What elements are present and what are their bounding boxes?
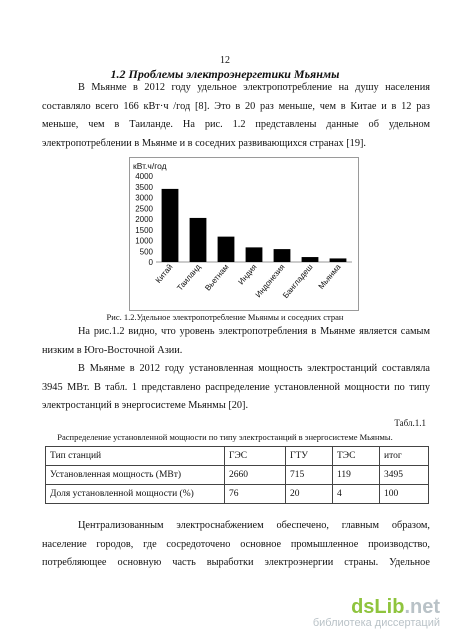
paragraph-intro: [42, 79, 430, 153]
table-header-cell: итог: [380, 447, 429, 466]
y-tick-label: 2500: [135, 204, 153, 214]
text-line: Централизованным электроснабжением обеспечено, главным образом,: [78, 520, 430, 531]
table-header-cell: ГЭС: [225, 447, 286, 466]
table-cell: 3495: [380, 466, 429, 485]
table-title: Распределение установленной мощности по типу электростанций в энергосистеме Мьянмы.: [57, 432, 393, 442]
table-cell: 20: [286, 485, 333, 504]
bar-3: [218, 237, 235, 262]
table-cell: Установленная мощность (МВт): [46, 466, 225, 485]
table-cell: Доля установленной мощности (%): [46, 485, 225, 504]
watermark-brand: [313, 596, 440, 619]
x-tick-label: Мьянма: [316, 262, 343, 291]
y-tick-label: 4000: [135, 172, 153, 181]
table-row: [46, 466, 429, 485]
table-header-row: [46, 447, 429, 466]
y-tick-label: 0: [148, 258, 153, 267]
table-header-cell: ГТУ: [286, 447, 333, 466]
text-line: потребляющее основную часть выработки электроэнергии страны. Удельное: [42, 557, 430, 569]
bar-4: [246, 247, 263, 262]
text-line: электропотреблении в Мьянме и в соседних развивающихся странах [19].: [42, 137, 366, 149]
y-axis-label: кВт.ч/год: [133, 161, 167, 171]
table-number: Табл.1.1: [394, 418, 426, 428]
text-line: электростанций в энергосистеме Мьянмы [20].: [42, 400, 249, 412]
text-line: В Мьянме в 2012 году удельное электропотребление на душу населения: [78, 82, 430, 93]
x-tick-label: Бангладеш: [280, 262, 315, 301]
bar-5: [274, 249, 291, 262]
y-tick-label: 1500: [135, 225, 153, 235]
watermark-brand-name: dsLib: [351, 596, 405, 618]
table-cell: 100: [380, 485, 429, 504]
bar-1: [162, 189, 179, 262]
table-cell: 119: [333, 466, 380, 485]
x-tick-label: Индия: [236, 262, 259, 287]
table-cell: 4: [333, 485, 380, 504]
text-line: меньше, чем в Таиланде. На рис. 1.2 представлены данные об удельном: [42, 119, 430, 131]
bar-7: [330, 258, 347, 262]
bar-chart: [129, 157, 359, 311]
text-line: низким в Юго-Восточной Азии.: [42, 344, 183, 356]
y-tick-label: 2000: [135, 215, 153, 224]
figure-caption: Рис. 1.2.Удельное электропотребление Мьянмы и соседних стран: [106, 312, 344, 322]
table-cell: 76: [225, 485, 286, 504]
text-line: население городов, где сосредоточено основное промышленное производство,: [42, 538, 430, 550]
y-tick-label: 3500: [135, 182, 153, 192]
y-tick-label: 500: [139, 247, 153, 257]
watermark-subtitle: библиотека диссертаций: [312, 617, 440, 629]
section-heading: 1.2 Проблемы электроэнергетики Мьянмы: [110, 67, 340, 81]
x-tick-label: Вьетнам: [203, 262, 231, 293]
paragraph-capacity: [42, 360, 430, 416]
x-tick-label: Индонезия: [253, 262, 287, 300]
site-watermark: [313, 596, 440, 629]
bar-6: [302, 257, 319, 262]
capacity-table: [45, 446, 429, 504]
text-line: В Мьянме в 2012 году установленная мощность электростанций составляла: [78, 363, 430, 374]
table-cell: 2660: [225, 466, 286, 485]
text-line: 3945 МВт. В табл. 1 представлено распределение установленной мощности по типу: [42, 381, 430, 393]
paragraph-analysis: [42, 323, 430, 360]
x-tick-label: Таиланд: [175, 262, 203, 293]
text-line: На рис.1.2 видно, что уровень электропотребления в Мьянме является самым: [78, 326, 430, 337]
bar-chart-svg: [130, 158, 358, 310]
watermark-brand-tld: .net: [404, 596, 440, 618]
text-line: составляло всего 166 кВт·ч /год [8]. Это в 20 раз меньше, чем в Китае и в 12 раз: [42, 100, 430, 112]
bar-2: [190, 218, 207, 262]
table-row: [46, 485, 429, 504]
table-header-cell: ТЭС: [333, 447, 380, 466]
paragraph-supply: [42, 517, 430, 573]
y-tick-label: 3000: [135, 193, 153, 203]
table-header-cell: Тип станций: [46, 447, 225, 466]
page-number: 12: [220, 55, 230, 66]
y-tick-label: 1000: [135, 236, 153, 246]
table-cell: 715: [286, 466, 333, 485]
x-tick-label: Китай: [153, 262, 175, 285]
